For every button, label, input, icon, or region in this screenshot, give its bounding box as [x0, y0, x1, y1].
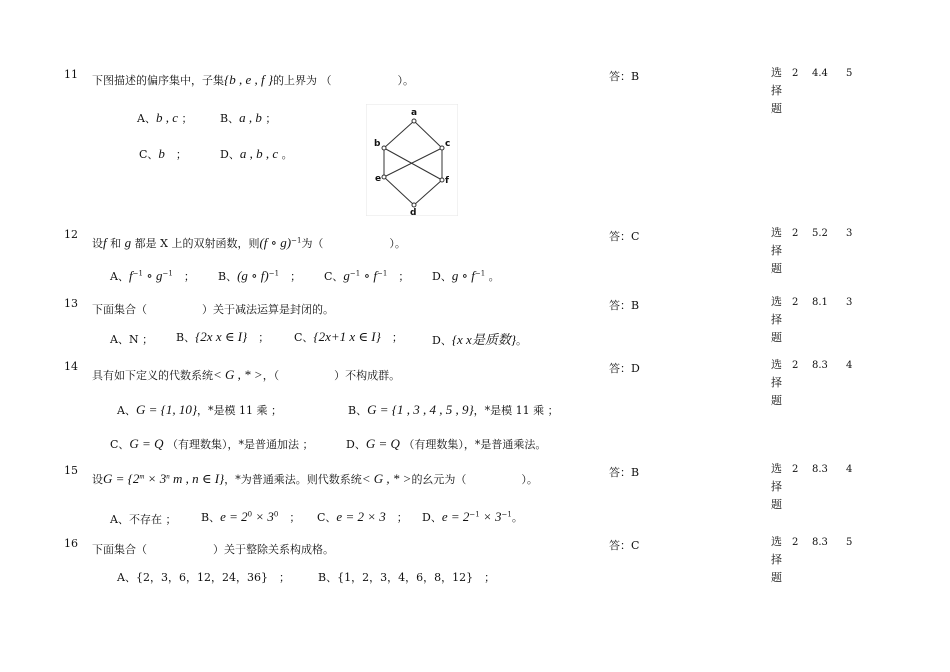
- option-tail: ，*是模 11 乘 ；: [197, 404, 283, 417]
- option-value: a , b , c: [239, 146, 279, 161]
- option-label: C、: [139, 148, 159, 161]
- section: 5.2: [812, 228, 828, 239]
- option-tail: ；: [175, 148, 187, 161]
- option-value: × 3: [479, 509, 502, 524]
- option-tail: ；: [398, 270, 410, 283]
- option-value: G = Q: [365, 436, 400, 451]
- node-label-e: e: [375, 174, 382, 184]
- stem-math: g: [124, 235, 132, 250]
- option-label: D、: [220, 148, 240, 161]
- stem-text: 的幺元为（ ）。: [411, 473, 538, 486]
- option-value: {2x+1 x ∈ I}: [313, 329, 381, 344]
- difficulty: 2: [792, 297, 799, 308]
- option-value: e = 2 × 3: [336, 509, 386, 524]
- stem-text: 设: [92, 473, 103, 486]
- answer: 答：D: [609, 362, 640, 375]
- option-b: [348, 402, 559, 418]
- option-label: A、: [110, 333, 129, 346]
- option-label: A、: [117, 571, 136, 584]
- score: 5: [846, 68, 853, 79]
- option-superscript: 0: [273, 510, 279, 519]
- option-tail: ；: [484, 571, 496, 584]
- stem-superscript: −1: [291, 236, 302, 245]
- option-value: 不存在: [128, 513, 162, 526]
- option-label: A、: [110, 270, 129, 283]
- option-superscript: 0: [247, 510, 253, 519]
- option-c: [139, 146, 187, 162]
- option-label: B、: [348, 404, 368, 417]
- section: 8.3: [812, 464, 828, 475]
- option-b: [176, 329, 269, 345]
- option-label: C、: [110, 438, 130, 451]
- stem-text: 都是 X 上的双射函数，则: [134, 237, 260, 250]
- stem-math: f: [103, 235, 107, 250]
- answer: 答：C: [609, 539, 640, 552]
- option-label: C、: [317, 511, 337, 524]
- option-tail: ；: [396, 511, 408, 524]
- option-value: {x x是质数}: [451, 332, 517, 347]
- option-value: N: [128, 333, 139, 346]
- option-label: C、: [294, 331, 314, 344]
- option-d: [346, 436, 546, 452]
- node-label-f: f: [445, 176, 449, 186]
- question-number: 16: [64, 537, 78, 550]
- option-superscript: −1: [474, 269, 486, 278]
- option-value: f: [128, 268, 133, 283]
- option-value: a , b: [239, 110, 262, 125]
- option-label: B、: [220, 112, 240, 125]
- hasse-diagram: [366, 104, 458, 216]
- option-tail: ；: [183, 270, 195, 283]
- option-d: [432, 329, 527, 348]
- option-tail: ；: [181, 112, 193, 125]
- option-a: [110, 331, 153, 347]
- stem-math: m , n ∈ I}: [169, 471, 225, 486]
- option-label: B、: [218, 270, 238, 283]
- difficulty: 2: [792, 464, 799, 475]
- node-label-c: c: [445, 139, 451, 149]
- option-d: [422, 509, 523, 525]
- option-value: G = {1 , 3 , 4 , 5 , 9}: [367, 402, 474, 417]
- difficulty: 2: [792, 68, 799, 79]
- option-tail: ；: [289, 511, 301, 524]
- stem-text: ，（ ）不构成群。: [262, 369, 401, 382]
- option-b: [318, 569, 495, 585]
- stem-text: 设: [92, 237, 103, 250]
- option-value: G = {1, 10}: [135, 402, 198, 417]
- stem-text: 具有如下定义的代数系统: [92, 369, 213, 382]
- option-c: [110, 436, 313, 452]
- stem-math: (f ∘ g): [259, 235, 292, 250]
- question-stem: [92, 367, 400, 383]
- option-label: B、: [176, 331, 196, 344]
- score: 4: [846, 360, 853, 371]
- option-superscript: −1: [268, 269, 280, 278]
- question-stem: [92, 471, 538, 487]
- question-category: 选择题: [771, 462, 782, 511]
- question-category: 选择题: [771, 66, 782, 115]
- option-superscript: −1: [469, 510, 480, 519]
- option-superscript: −1: [501, 510, 512, 519]
- option-value: × 3: [252, 509, 274, 524]
- question-stem: 下面集合（ ）关于整除关系构成格。: [92, 543, 334, 556]
- option-label: D、: [432, 270, 452, 283]
- stem-math: G = {2: [103, 471, 140, 486]
- node-label-a: a: [411, 108, 418, 118]
- option-a: [117, 402, 282, 418]
- difficulty: 2: [792, 360, 799, 371]
- node-b: [382, 146, 386, 150]
- question-category: 选择题: [771, 295, 782, 344]
- section: 8.3: [812, 537, 828, 548]
- option-label: B、: [318, 571, 338, 584]
- option-b: [201, 509, 300, 525]
- option-value: g: [343, 268, 350, 283]
- option-tail: ；: [290, 270, 302, 283]
- option-value: (g ∘ f): [237, 268, 269, 283]
- option-value: e = 2: [220, 509, 248, 524]
- option-label: D、: [422, 511, 442, 524]
- stem-text: 为（ ）。: [301, 237, 406, 250]
- node-d: [412, 203, 416, 207]
- node-a: [412, 119, 416, 123]
- score: 3: [846, 228, 853, 239]
- option-value: b: [158, 146, 165, 161]
- stem-text: 和: [110, 237, 122, 250]
- question-category: 选择题: [771, 535, 782, 584]
- option-a: [110, 268, 195, 284]
- option-c: [294, 329, 403, 345]
- option-value: b , c: [155, 110, 178, 125]
- option-d: [220, 146, 293, 162]
- option-superscript: −1: [132, 269, 143, 278]
- answer: 答：B: [609, 466, 640, 479]
- option-superscript: −1: [162, 269, 173, 278]
- node-e: [382, 175, 386, 179]
- question-stem: 下面集合（ ）关于减法运算是封闭的。: [92, 303, 334, 316]
- answer: 答：B: [609, 299, 640, 312]
- option-d: [432, 268, 500, 284]
- option-tail: 。: [488, 270, 500, 283]
- score: 5: [846, 537, 853, 548]
- option-label: D、: [432, 334, 452, 347]
- option-tail: 。: [516, 334, 528, 347]
- question-number: 11: [64, 68, 78, 81]
- option-tail: （有理数集），*是普通乘法。: [403, 438, 547, 451]
- stem-text: 下图描述的偏序集中，子集: [92, 74, 224, 87]
- option-tail: ，*是模 11 乘 ；: [473, 404, 559, 417]
- stem-superscript: m: [139, 472, 145, 481]
- difficulty: 2: [792, 228, 799, 239]
- option-tail: ；: [142, 333, 154, 346]
- stem-text: 的上界为 （ ）。: [273, 74, 415, 87]
- option-tail: ；: [258, 331, 270, 344]
- option-value: ∘ f: [363, 268, 377, 283]
- question-category: 选择题: [771, 226, 782, 275]
- stem-math: {b , e , f }: [224, 72, 274, 87]
- score: 3: [846, 297, 853, 308]
- option-label: A、: [110, 513, 129, 526]
- option-value: {2x x ∈ I}: [195, 329, 248, 344]
- section: 8.3: [812, 360, 828, 371]
- node-f: [440, 178, 444, 182]
- option-tail: ；: [165, 513, 177, 526]
- difficulty: 2: [792, 537, 799, 548]
- option-superscript: −1: [377, 269, 388, 278]
- node-label-d: d: [410, 208, 417, 216]
- answer: 答：B: [609, 70, 640, 83]
- option-label: C、: [324, 270, 344, 283]
- section: 8.1: [812, 297, 828, 308]
- option-label: D、: [346, 438, 366, 451]
- option-tail: 。: [281, 148, 293, 161]
- option-value: {1，2，3，4，6，8，12}: [337, 571, 474, 584]
- option-tail: ；: [265, 112, 277, 125]
- option-value: ∘ g: [146, 268, 163, 283]
- question-number: 13: [64, 297, 78, 310]
- option-value: {2，3，6，12，24，36}: [135, 571, 268, 584]
- option-a: [110, 511, 176, 527]
- option-c: [324, 268, 409, 284]
- question-category: 选择题: [771, 358, 782, 407]
- answer: 答：C: [609, 230, 640, 243]
- option-label: A、: [117, 404, 136, 417]
- option-value: e = 2: [441, 509, 470, 524]
- option-b: [218, 268, 301, 284]
- option-label: A、: [137, 112, 156, 125]
- question-stem: [92, 72, 414, 88]
- option-tail: 。: [511, 511, 523, 524]
- option-value: g ∘ f: [451, 268, 475, 283]
- option-a: [117, 569, 290, 585]
- option-tail: ；: [391, 331, 403, 344]
- option-a: [137, 110, 192, 126]
- stem-text: ，*为普通乘法。则代数系统: [224, 473, 362, 486]
- option-superscript: −1: [349, 269, 361, 278]
- section: 4.4: [812, 68, 828, 79]
- option-value: G = Q: [129, 436, 164, 451]
- option-tail: ；: [278, 571, 290, 584]
- score: 4: [846, 464, 853, 475]
- stem-math: < G , * >: [361, 471, 412, 486]
- question-stem: [92, 235, 406, 251]
- option-label: B、: [201, 511, 221, 524]
- node-c: [440, 146, 444, 150]
- node-label-b: b: [374, 139, 381, 149]
- stem-superscript: n: [166, 472, 170, 481]
- option-tail: （有理数集），*是普通加法 ；: [166, 438, 314, 451]
- stem-math: × 3: [144, 471, 167, 486]
- stem-math: < G , * >: [213, 367, 263, 382]
- question-number: 14: [64, 360, 78, 373]
- question-number: 15: [64, 464, 78, 477]
- option-b: [220, 110, 276, 126]
- option-c: [317, 509, 408, 525]
- question-number: 12: [64, 228, 78, 241]
